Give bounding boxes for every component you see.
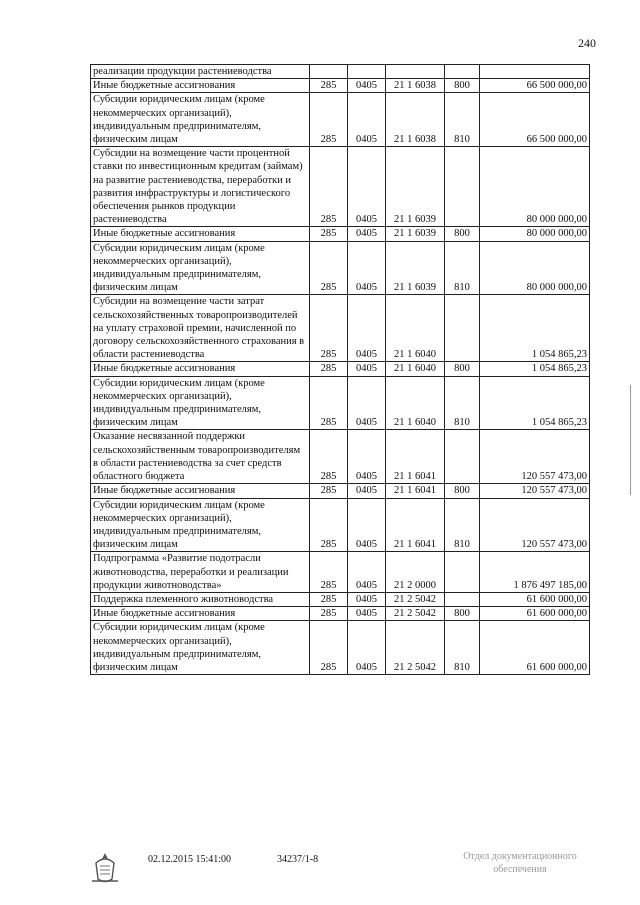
row-target-article: 21 2 5042	[386, 592, 445, 606]
row-amount: 61 600 000,00	[480, 592, 590, 606]
row-department-code: 285	[310, 621, 348, 675]
row-target-article: 21 2 5042	[386, 607, 445, 621]
table-row	[91, 552, 590, 593]
row-section-code: 0405	[348, 147, 386, 227]
row-name: Иные бюджетные ассигнования	[91, 484, 310, 498]
row-target-article: 21 1 6041	[386, 430, 445, 484]
table-row	[91, 93, 590, 147]
row-target-article: 21 1 6040	[386, 295, 445, 362]
table-row	[91, 227, 590, 241]
table-row	[91, 376, 590, 430]
table-row	[91, 498, 590, 552]
department-stamp	[440, 850, 600, 876]
row-amount: 80 000 000,00	[480, 147, 590, 227]
row-expense-type	[445, 295, 480, 362]
row-expense-type: 800	[445, 362, 480, 376]
row-name: Субсидии юридическим лицам (кроме некоммерческих организаций), индивидуальным предпринимателям, физическим лицам	[91, 498, 310, 552]
row-section-code	[348, 65, 386, 79]
row-amount: 120 557 473,00	[480, 430, 590, 484]
row-expense-type: 800	[445, 607, 480, 621]
row-expense-type: 800	[445, 227, 480, 241]
row-department-code: 285	[310, 607, 348, 621]
table-row	[91, 362, 590, 376]
stamp-line-1: Отдел документационного	[463, 851, 577, 862]
row-section-code: 0405	[348, 430, 386, 484]
row-name: Иные бюджетные ассигнования	[91, 362, 310, 376]
row-expense-type: 810	[445, 498, 480, 552]
row-department-code: 285	[310, 430, 348, 484]
row-department-code: 285	[310, 295, 348, 362]
row-amount: 61 600 000,00	[480, 621, 590, 675]
table-row	[91, 607, 590, 621]
table-row	[91, 484, 590, 498]
row-target-article: 21 1 6038	[386, 79, 445, 93]
row-amount	[480, 65, 590, 79]
row-department-code: 285	[310, 227, 348, 241]
row-section-code: 0405	[348, 592, 386, 606]
row-department-code: 285	[310, 241, 348, 295]
row-amount: 1 054 865,23	[480, 362, 590, 376]
row-section-code: 0405	[348, 552, 386, 593]
table-row	[91, 295, 590, 362]
row-target-article: 21 1 6041	[386, 498, 445, 552]
table-row	[91, 592, 590, 606]
row-section-code: 0405	[348, 295, 386, 362]
row-section-code: 0405	[348, 621, 386, 675]
table-row	[91, 621, 590, 675]
row-amount: 1 876 497 185,00	[480, 552, 590, 593]
row-name: Субсидии на возмещение части процентной ставки по инвестиционным кредитам (займам) на развитие растениеводства, переработки и развития инфраструктуры и логистического обеспечения рынков продукции растениеводства	[91, 147, 310, 227]
page-number: 240	[578, 36, 596, 50]
row-name: Поддержка племенного животноводства	[91, 592, 310, 606]
row-expense-type: 810	[445, 241, 480, 295]
row-target-article: 21 1 6039	[386, 147, 445, 227]
table-row	[91, 147, 590, 227]
row-amount: 120 557 473,00	[480, 498, 590, 552]
footer-doc-number: 34237/1-8	[277, 854, 319, 865]
row-expense-type: 810	[445, 376, 480, 430]
row-department-code: 285	[310, 79, 348, 93]
row-expense-type	[445, 65, 480, 79]
row-expense-type: 800	[445, 79, 480, 93]
row-section-code: 0405	[348, 79, 386, 93]
row-amount: 80 000 000,00	[480, 227, 590, 241]
row-name: Субсидии юридическим лицам (кроме некоммерческих организаций), индивидуальным предпринимателям, физическим лицам	[91, 93, 310, 147]
row-expense-type	[445, 552, 480, 593]
row-name: Субсидии на возмещение части затрат сельскохозяйственных товаропроизводителей на уплату страховой премии, начисленной по договору сельскохозяйственного страхования в области растениеводства	[91, 295, 310, 362]
row-amount: 66 500 000,00	[480, 79, 590, 93]
row-name: Иные бюджетные ассигнования	[91, 607, 310, 621]
row-expense-type	[445, 430, 480, 484]
row-section-code: 0405	[348, 362, 386, 376]
row-expense-type: 800	[445, 484, 480, 498]
row-section-code: 0405	[348, 241, 386, 295]
row-expense-type	[445, 147, 480, 227]
row-target-article: 21 1 6038	[386, 93, 445, 147]
row-amount: 120 557 473,00	[480, 484, 590, 498]
row-name: Иные бюджетные ассигнования	[91, 227, 310, 241]
row-section-code: 0405	[348, 227, 386, 241]
row-department-code: 285	[310, 498, 348, 552]
table-row	[91, 430, 590, 484]
table-row	[91, 79, 590, 93]
row-target-article: 21 2 5042	[386, 621, 445, 675]
row-amount: 61 600 000,00	[480, 607, 590, 621]
coat-of-arms-icon	[88, 851, 122, 885]
row-expense-type: 810	[445, 93, 480, 147]
row-name: Субсидии юридическим лицам (кроме некоммерческих организаций), индивидуальным предпринимателям, физическим лицам	[91, 241, 310, 295]
row-department-code: 285	[310, 147, 348, 227]
row-name: Субсидии юридическим лицам (кроме некоммерческих организаций), индивидуальным предпринимателям, физическим лицам	[91, 621, 310, 675]
table-row	[91, 241, 590, 295]
row-section-code: 0405	[348, 376, 386, 430]
footer-timestamp: 02.12.2015 15:41:00	[148, 854, 232, 865]
row-target-article	[386, 65, 445, 79]
row-name: Иные бюджетные ассигнования	[91, 79, 310, 93]
row-target-article: 21 1 6039	[386, 241, 445, 295]
row-department-code: 285	[310, 592, 348, 606]
scan-margin-mark	[630, 385, 631, 495]
row-amount: 66 500 000,00	[480, 93, 590, 147]
row-department-code	[310, 65, 348, 79]
row-name: Субсидии юридическим лицам (кроме некоммерческих организаций), индивидуальным предпринимателям, физическим лицам	[91, 376, 310, 430]
row-section-code: 0405	[348, 93, 386, 147]
row-department-code: 285	[310, 376, 348, 430]
row-amount: 1 054 865,23	[480, 295, 590, 362]
stamp-line-2: обеспечения	[493, 864, 547, 875]
row-expense-type	[445, 592, 480, 606]
row-section-code: 0405	[348, 607, 386, 621]
row-section-code: 0405	[348, 484, 386, 498]
row-expense-type: 810	[445, 621, 480, 675]
row-target-article: 21 2 0000	[386, 552, 445, 593]
row-name: Оказание несвязанной поддержки сельскохозяйственным товаропроизводителям в области растениеводства за счет средств областного бюджета	[91, 430, 310, 484]
row-name: Подпрограмма «Развитие подотрасли животноводства, переработки и реализации продукции животноводства»	[91, 552, 310, 593]
row-target-article: 21 1 6040	[386, 376, 445, 430]
table-row	[91, 65, 590, 79]
row-target-article: 21 1 6040	[386, 362, 445, 376]
budget-table-body	[91, 65, 590, 675]
row-department-code: 285	[310, 552, 348, 593]
row-amount: 1 054 865,23	[480, 376, 590, 430]
row-amount: 80 000 000,00	[480, 241, 590, 295]
row-department-code: 285	[310, 362, 348, 376]
row-target-article: 21 1 6039	[386, 227, 445, 241]
row-section-code: 0405	[348, 498, 386, 552]
row-department-code: 285	[310, 93, 348, 147]
row-department-code: 285	[310, 484, 348, 498]
row-name: реализации продукции растениеводства	[91, 65, 310, 79]
row-target-article: 21 1 6041	[386, 484, 445, 498]
budget-table	[90, 64, 590, 675]
